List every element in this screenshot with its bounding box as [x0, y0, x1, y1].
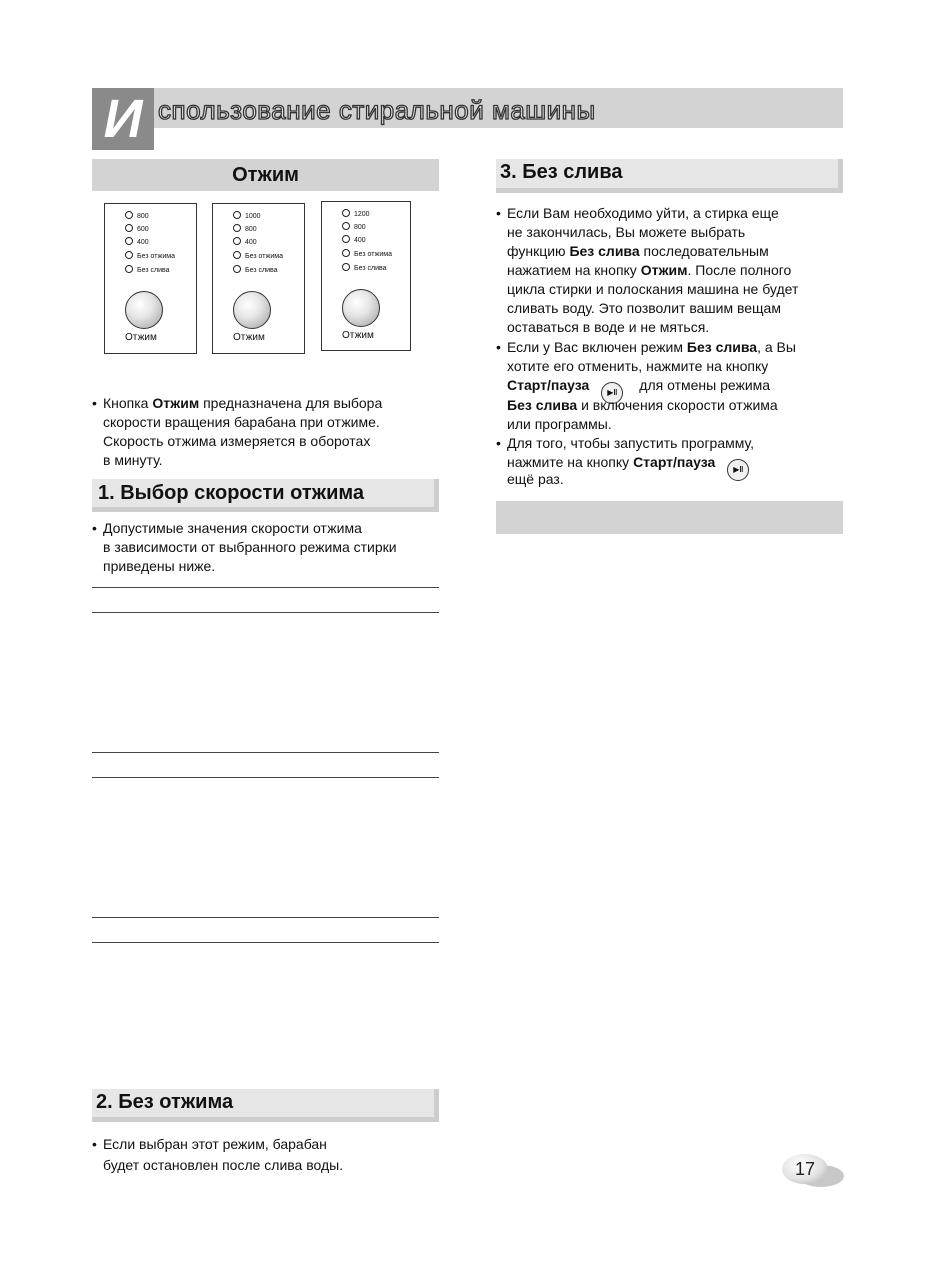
indicator-circle-icon — [125, 237, 133, 245]
indicator-circle-icon — [233, 224, 241, 232]
spin-knob-button[interactable] — [125, 291, 163, 329]
spin-intro-paragraph — [92, 394, 439, 474]
spin-option-400: 400 — [125, 236, 149, 249]
indicator-circle-icon — [233, 237, 241, 245]
text-line: функцию Без слива последовательным — [507, 243, 769, 259]
spin-option-no-spin: Без отжима — [342, 248, 392, 261]
indicator-circle-icon — [233, 265, 241, 273]
bullet: • — [92, 520, 97, 536]
spin-option-600: 600 — [125, 223, 149, 236]
spin-button-label: Отжим — [342, 330, 374, 341]
section-1-paragraph — [92, 519, 439, 579]
spin-option-800: 800 — [125, 210, 149, 223]
start-pause-icon: ▶‖ — [601, 382, 623, 404]
indicator-circle-icon — [125, 211, 133, 219]
text-line: нажмите на кнопку Старт/пауза ▶‖ — [507, 453, 749, 481]
spin-panel-800 — [104, 203, 197, 354]
indicator-circle-icon — [342, 235, 350, 243]
section-3-footer-bar — [496, 501, 843, 534]
text-line: Если выбран этот режим, барабан — [103, 1136, 327, 1152]
spin-button-label: Отжим — [125, 332, 157, 343]
section-2-title: 2. Без отжима — [92, 1089, 439, 1122]
bullet: • — [92, 1136, 97, 1152]
text-line: цикла стирки и полоскания машина не будет — [507, 281, 799, 297]
text-line: или программы. — [507, 416, 612, 432]
spin-option-400: 400 — [342, 234, 366, 247]
section-2-paragraph — [92, 1135, 439, 1175]
indicator-circle-icon — [233, 211, 241, 219]
text-line: Без слива и включения скорости отжима — [507, 397, 778, 413]
section-3-title: 3. Без слива — [496, 159, 843, 193]
page-number: 17 — [782, 1154, 828, 1184]
text-line: Старт/пауза ▶‖ для отмены режима — [507, 376, 770, 404]
spin-option-no-spin: Без отжима — [125, 250, 175, 263]
text-line: сливать воду. Это позволит вашим вещам — [507, 300, 781, 316]
indicator-circle-icon — [233, 251, 241, 259]
text-line: Допустимые значения скорости отжима — [103, 520, 362, 536]
table-rule — [92, 917, 439, 918]
bullet: • — [496, 339, 501, 355]
indicator-circle-icon — [342, 263, 350, 271]
text-line: Если Вам необходимо уйти, а стирка еще — [507, 205, 779, 221]
text-line: будет остановлен после слива воды. — [103, 1157, 344, 1173]
text-line: нажатием на кнопку Отжим. После полного — [507, 262, 792, 278]
header-initial-letter: И — [92, 88, 154, 150]
spin-option-400: 400 — [233, 236, 257, 249]
section-3-paragraph — [496, 204, 843, 494]
bullet: • — [496, 435, 501, 451]
text-line: не закончилась, Вы можете выбрать — [507, 224, 746, 240]
table-rule — [92, 612, 439, 613]
page-title: спользование стиральной машины — [158, 95, 596, 125]
indicator-circle-icon — [342, 249, 350, 257]
indicator-circle-icon — [125, 251, 133, 259]
indicator-circle-icon — [125, 224, 133, 232]
table-rule — [92, 777, 439, 778]
spin-panel-1000 — [212, 203, 305, 354]
text-line: Кнопка Отжим предназначена для выбора — [103, 395, 383, 411]
spin-option-800: 800 — [233, 223, 257, 236]
spin-option-1000: 1000 — [233, 210, 261, 223]
spin-option-1200: 1200 — [342, 208, 370, 221]
table-rule — [92, 752, 439, 753]
table-rule — [92, 587, 439, 588]
spin-option-no-drain: Без слива — [125, 264, 170, 277]
indicator-circle-icon — [342, 209, 350, 217]
text-line: в зависимости от выбранного режима стирки — [103, 539, 397, 555]
spin-panel-1200 — [321, 201, 411, 351]
text-line: скорости вращения барабана при отжиме. — [103, 414, 380, 430]
spin-knob-button[interactable] — [342, 289, 380, 327]
start-pause-icon: ▶‖ — [727, 459, 749, 481]
bullet: • — [92, 395, 97, 411]
spin-knob-button[interactable] — [233, 291, 271, 329]
spin-option-no-drain: Без слива — [342, 262, 387, 275]
indicator-circle-icon — [342, 222, 350, 230]
text-line: Скорость отжима измеряется в оборотах — [103, 433, 371, 449]
spin-option-no-drain: Без слива — [233, 264, 278, 277]
text-line: оставаться в воде и не мяться. — [507, 319, 710, 335]
text-line: хотите его отменить, нажмите на кнопку — [507, 358, 769, 374]
text-line: приведены ниже. — [103, 558, 216, 574]
text-line: Для того, чтобы запустить программу, — [507, 435, 755, 451]
spin-button-label: Отжим — [233, 332, 265, 343]
spin-option-no-spin: Без отжима — [233, 250, 283, 263]
spin-option-800: 800 — [342, 221, 366, 234]
text-line: ещё раз. — [507, 471, 564, 487]
section-1-title: 1. Выбор скорости отжима — [92, 479, 439, 512]
indicator-circle-icon — [125, 265, 133, 273]
spin-section-title: Отжим — [92, 159, 439, 191]
bullet: • — [496, 205, 501, 221]
text-line: в минуту. — [103, 452, 163, 468]
text-line: Если у Вас включен режим Без слива, а Вы — [507, 339, 796, 355]
table-rule — [92, 942, 439, 943]
